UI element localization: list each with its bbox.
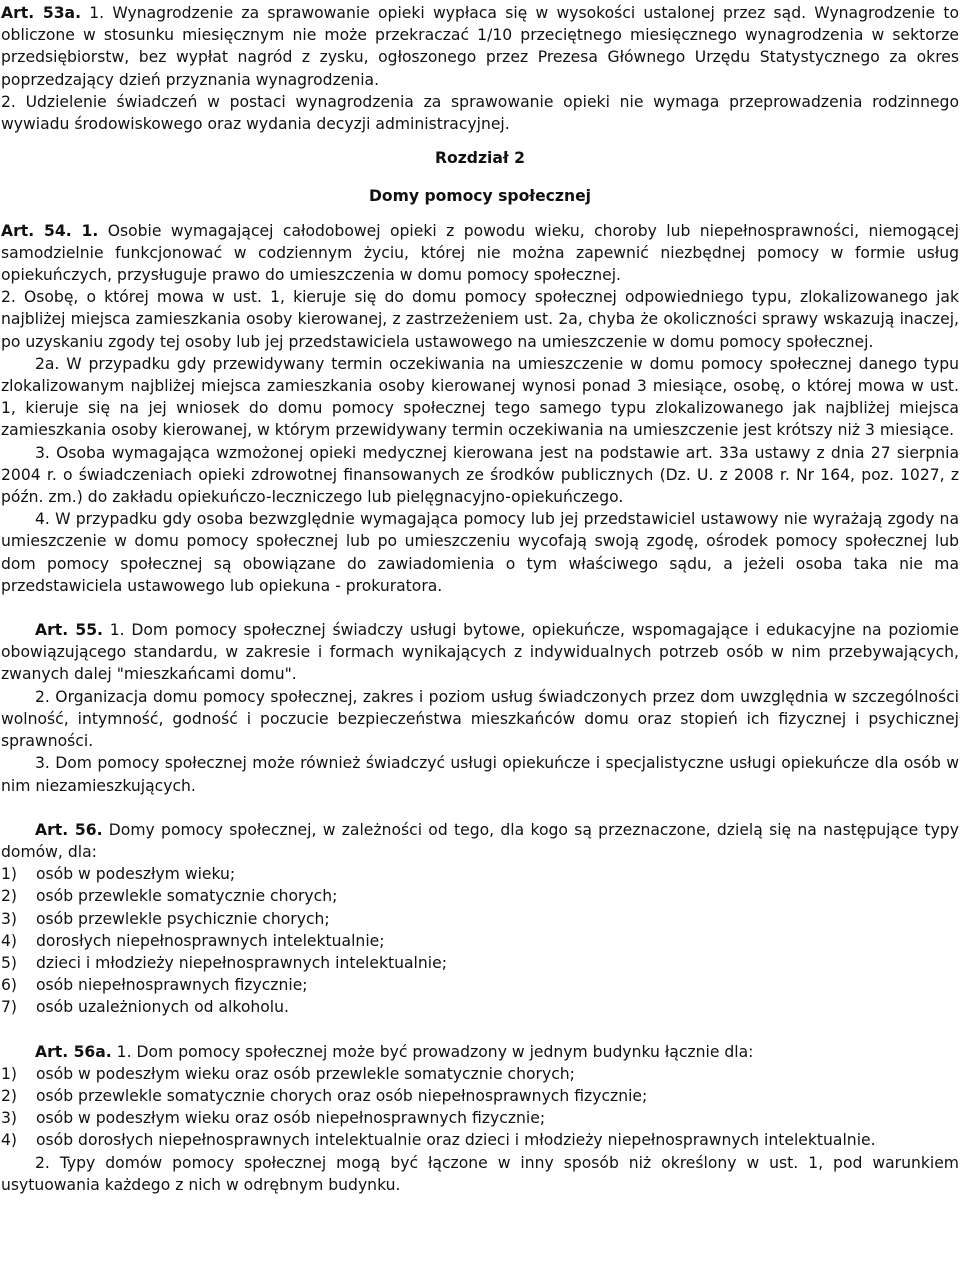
art54-paragraph-4: 4. W przypadku gdy osoba bezwzględnie wymagająca pomocy lub jej przedstawiciel ustawowy nie wyrażają zgody na umieszczenie w domu pomocy społecznej lub po umieszczeniu wycofają swoją zgodę, ośrodek pomocy społecznej lub dom pomocy społecznej są obowiązane do zawiadomienia o tym właściwego sądu, a jeżeli osoba taka nie ma przedstawiciela ustawowego lub opiekuna - prokuratora. bbox=[1, 510, 959, 595]
list-number: 4) bbox=[1, 1131, 18, 1150]
list-number: 6) bbox=[1, 976, 18, 995]
list-text: osób przewlekle psychicznie chorych; bbox=[36, 909, 330, 928]
list-item bbox=[1, 863, 959, 885]
list-number: 3) bbox=[1, 1109, 18, 1128]
article-heading: Art. 54. 1. bbox=[1, 221, 99, 240]
list-item bbox=[1, 1063, 959, 1085]
art55-paragraph-3: 3. Dom pomocy społecznej może również świadczyć usługi opiekuńcze i specjalistyczne usługi opiekuńcze dla osób w nim niezamieszkujących. bbox=[1, 754, 959, 795]
list-number: 3) bbox=[1, 909, 18, 928]
list-number: 4) bbox=[1, 931, 18, 950]
list-number: 2) bbox=[1, 1086, 18, 1105]
paragraph-text: 1. Dom pomocy społecznej świadczy usługi bytowe, opiekuńcze, wspomagające i edukacyjne na poziomie obowiązującego standardu, w zakresie i formach wynikających z indywidualnych potrzeb osób w nim przebywających, zwanych dalej "mieszkańcami domu". bbox=[1, 621, 959, 684]
list-number: 5) bbox=[1, 953, 18, 972]
art56a-paragraph-2: 2. Typy domów pomocy społecznej mogą być łączone w inny sposób niż określony w ust. 1, pod warunkiem usytuowania każdego z nich w odrębnym budynku. bbox=[1, 1153, 959, 1194]
list-item bbox=[1, 996, 959, 1018]
art54-paragraph-1 bbox=[1, 220, 959, 287]
list-text: dzieci i młodzieży niepełnosprawnych intelektualnie; bbox=[36, 953, 447, 972]
list-item bbox=[1, 952, 959, 974]
article-heading: Art. 56a. bbox=[35, 1042, 112, 1061]
chapter-number: Rozdział 2 bbox=[435, 149, 525, 168]
paragraph-lead: 1. bbox=[81, 4, 113, 22]
art54-paragraph-2: 2. Osobę, o której mowa w ust. 1, kieruje się do domu pomocy społecznej odpowiedniego typu, zlokalizowanego jak najbliżej miejsca zamieszkania osoby kierowanej, z zastrzeżeniem ust. 2a, chyba że okoliczności sprawy wskazują inaczej, po uzyskaniu zgody tej osoby lub jej przedstawiciela ustawowego na umieszczenie w domu pomocy społecznej. bbox=[1, 288, 959, 351]
art56a-intro bbox=[1, 1041, 959, 1063]
paragraph-text: Osobie wymagającej całodobowej opieki z powodu wieku, choroby lub niepełnosprawności, niemogącej samodzielnie funkcjonować w codziennym życiu, której nie można zapewnić niezbędnej pomocy w formie usług opiekuńczych, przysługuje prawo do umieszczenia w domu pomocy społecznej. bbox=[1, 221, 959, 285]
list-item bbox=[1, 885, 959, 907]
art56a-list bbox=[1, 1063, 959, 1152]
list-number: 1) bbox=[1, 865, 18, 884]
list-item bbox=[1, 908, 959, 930]
list-text: osób w podeszłym wieku oraz osób przewlekle somatycznie chorych; bbox=[36, 1064, 575, 1083]
paragraph-text: 1. Dom pomocy społecznej może być prowadzony w jednym budynku łącznie dla: bbox=[111, 1042, 754, 1061]
paragraph-text: Wynagrodzenie za sprawowanie opieki wypłaca się w wysokości ustalonej przez sąd. Wynagrodzenie to obliczone w stosunku miesięcznym nie może przekraczać 1/10 przeciętnego miesięcznego wynagrodzenia w sektorze przedsiębiorstw, bez wypłat nagród z zysku, ogłoszonego przez Prezesa Głównego Urzędu Statystycznego za okres poprzedzający dzień przyznania wynagrodzenia. bbox=[1, 4, 960, 89]
list-item bbox=[1, 1129, 959, 1151]
list-item bbox=[1, 930, 959, 952]
chapter-title: Domy pomocy społecznej bbox=[368, 187, 592, 206]
list-text: osób przewlekle somatycznie chorych oraz osób niepełnosprawnych fizycznie; bbox=[36, 1086, 648, 1105]
article-heading: Art. 56. bbox=[35, 820, 103, 839]
list-text: dorosłych niepełnosprawnych intelektualnie; bbox=[36, 931, 385, 950]
art56-intro bbox=[1, 819, 959, 863]
list-item bbox=[1, 1107, 959, 1129]
list-text: osób w podeszłym wieku oraz osób niepełnosprawnych fizycznie; bbox=[36, 1109, 546, 1128]
list-number: 7) bbox=[1, 998, 18, 1017]
list-item bbox=[1, 1085, 959, 1107]
art54-paragraph-3: 3. Osoba wymagająca wzmożonej opieki medycznej kierowana jest na podstawie art. 33a ustawy z dnia 27 sierpnia 2004 r. o świadczeniach opieki zdrowotnej finansowanych ze środków publicznych (Dz. U. z 2008 r. Nr 164, poz. 1027, z późn. zm.) do zakładu opiekuńczo-leczniczego lub pielęgnacyjno-opiekuńczego. bbox=[1, 443, 959, 507]
paragraph-text: Domy pomocy społecznej, w zależności od tego, dla kogo są przeznaczone, dzielą się na następujące typy domów, dla: bbox=[1, 820, 959, 861]
list-item bbox=[1, 974, 959, 996]
list-text: osób dorosłych niepełnosprawnych intelektualnie oraz dzieci i młodzieży niepełnosprawnych intelektualnie. bbox=[36, 1131, 876, 1150]
art53a-paragraph-2: 2. Udzielenie świadczeń w postaci wynagrodzenia za sprawowanie opieki nie wymaga przeprowadzenia rodzinnego wywiadu środowiskowego oraz wydania decyzji administracyjnej. bbox=[1, 92, 959, 134]
list-text: osób uzależnionych od alkoholu. bbox=[36, 998, 289, 1017]
art55-paragraph-2: 2. Organizacja domu pomocy społecznej, zakres i poziom usług świadczonych przez dom uwzględnia w szczególności wolność, intymność, godność i poczucie bezpieczeństwa mieszkańców domu oraz stopień ich fizycznej i psychicznej sprawności. bbox=[1, 687, 959, 751]
art53a-paragraph-1 bbox=[1, 2, 959, 91]
art56-list bbox=[1, 863, 959, 1018]
art55-paragraph-1 bbox=[1, 619, 959, 686]
art54-paragraph-2a: 2a. W przypadku gdy przewidywany termin oczekiwania na umieszczenie w domu pomocy społecznej danego typu zlokalizowanym najbliżej miejsca zamieszkania osoby kierowanej wynosi ponad 3 miesiące, osobę, o której mowa w ust. 1, kieruje się na jej wniosek do domu pomocy społecznej tego samego typu zlokalizowanego jak najbliżej miejsca zamieszkania osoby kierowanej, w którym przewidywany termin oczekiwania na umieszczenie jest krótszy niż 3 miesiące. bbox=[1, 354, 959, 440]
list-text: osób niepełnosprawnych fizycznie; bbox=[36, 976, 308, 995]
list-text: osób w podeszłym wieku; bbox=[36, 865, 236, 884]
article-heading: Art. 55. bbox=[35, 621, 103, 640]
article-heading: Art. 53a. bbox=[1, 4, 81, 22]
list-text: osób przewlekle somatycznie chorych; bbox=[36, 887, 338, 906]
list-number: 2) bbox=[1, 887, 18, 906]
list-number: 1) bbox=[1, 1064, 18, 1083]
